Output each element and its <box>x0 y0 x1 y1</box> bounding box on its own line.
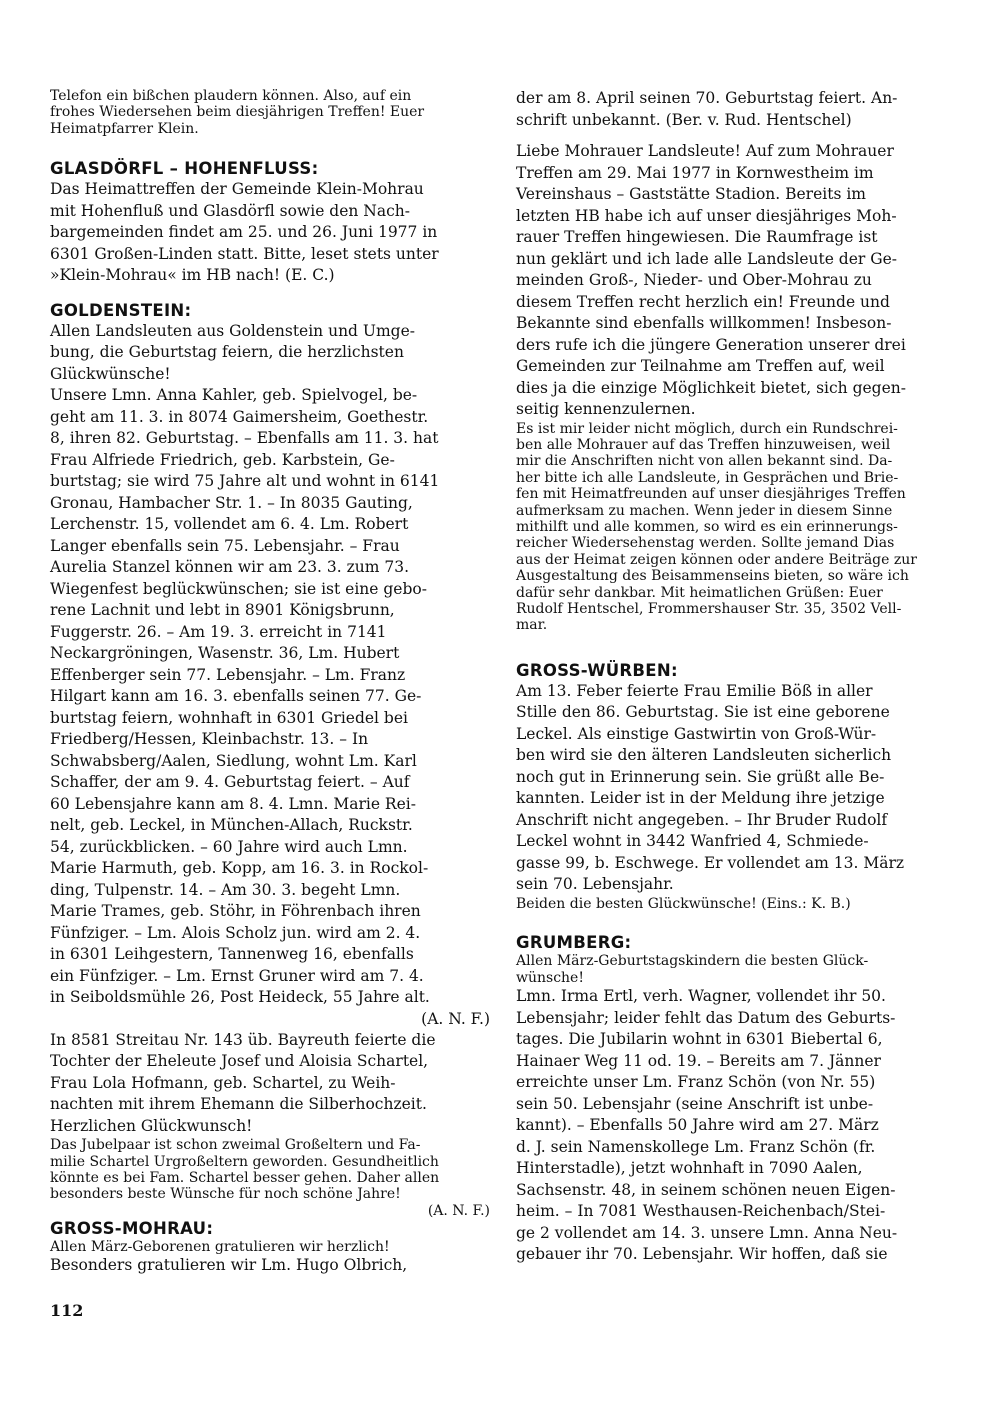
right-intro-paragraph: der am 8. April seinen 70. Geburtstag feiert. An- schrift unbekannt. (Ber. v. Rud. Hentschel) <box>516 89 898 129</box>
heading-gross-mohrau: GROSS-MOHRAU: <box>50 1218 214 1238</box>
mohrau-treffen-paragraph: Liebe Mohrauer Landsleute! Auf zum Mohrauer Treffen am 29. Mai 1977 in Kornwestheim im Vereinshaus – Gaststätte Stadion. Bereits im letzten HB habe ich auf unser diesjähriges Moh- rauer Treffen hingewiesen. Die Raumfrage ist nun geklärt und ich lade alle Landsleute der Ge- meinden Groß-, Nieder- und Ober-Mohrau zu diesem Treffen recht herzlich ein! Freunde und Bekannte sind ebenfalls willkommen! Insbeson- ders rufe ich die jüngere Generation unserer drei Gemeinden zur Teilnahme am Treffen auf, weil dies ja die einzige Möglichkeit bietet, sich gegen- seitig kennenzulernen. <box>516 142 906 418</box>
page-number: 112 <box>50 1301 84 1320</box>
mohrau-treffen-note: Es ist mir leider nicht möglich, durch ein Rundschrei- ben alle Mohrauer auf das Treffen hinzuweisen, weil mir die Anschriften nicht von allen bekannt sind. Da- her bitte ich alle Landsleute, in Gesprächen und Brie- fen mit Heimatfreunden auf unser diesjähriges Treffen aufmerksam zu machen. Wenn jeder in diesem Sinne mithilft und alle kommen, so wird es ein erinnerungs- reicher Wiedersehenstag werden. Sollte jemand Dias aus der Heimat zeigen können oder andere Beiträge zur Ausgestaltung des Beisammenseins bieten, so wäre ich dafür sehr dankbar. Mit heimatlichen Grüßen: Euer Rudolf Hentschel, Frommershauser Str. 35, 3502 Vell- mar. <box>516 420 917 634</box>
left-column <box>50 88 490 1277</box>
grumberg-note: Allen März-Geburtstagskindern die besten Glück- wünsche! <box>516 953 869 986</box>
heading-grumberg: GRUMBERG: <box>516 933 632 953</box>
right-column <box>516 88 952 1266</box>
heading-gross-wuerben: GROSS-WÜRBEN: <box>516 660 678 680</box>
grumberg-paragraph: Lmn. Irma Ertl, verh. Wagner, vollendet ihr 50. Lebensjahr; leider fehlt das Datum des Geburts- tages. Die Jubilarin wohnt in 6301 Biebertal 6, Hainaer Weg 11 od. 19. – Bereits am 7. Jänner erreichte unser Lm. Franz Schön (von Nr. 55) sein 50. Lebensjahr (seine Anschrift ist unbe- kannt). – Ebenfalls 50 Jahre wird am 27. März d. J. sein Namenskollege Lm. Franz Schön (fr. Hinterstadle), jetzt wohnhaft in 7090 Aalen, Sachsenstr. 48, in seinem schönen neuen Eigen- heim. – In 7081 Westhausen-Reichenbach/Stei- ge 2 vollendet am 14. 3. unsere Lmn. Anna Neu- gebauer ihr 70. Lebensjahr. Wir hoffen, daß sie <box>516 987 898 1263</box>
glasdoerfl-paragraph: Das Heimattreffen der Gemeinde Klein-Mohrau mit Hohenfluß und Glasdörfl sowie den Nach- bargemeinden findet am 25. und 26. Juni 1977 in 6301 Großen-Linden statt. Bitte, leset stets unter »Klein-Mohrau« im HB nach! (E. C.) <box>50 180 439 285</box>
left-intro-paragraph: Telefon ein bißchen plaudern können. Also, auf ein frohes Wiedersehen beim diesjährigen Treffen! Euer Heimatpfarrer Klein. <box>50 88 425 137</box>
gross-mohrau-note: Allen März-Geborenen gratulieren wir herzlich! <box>50 1238 390 1255</box>
goldenstein-signature-2: (A. N. F.) <box>427 1202 490 1219</box>
heading-glasdoerfl: GLASDÖRFL – HOHENFLUSS: <box>50 159 319 179</box>
gross-wuerben-paragraph: Am 13. Feber feierte Frau Emilie Böß in aller Stille den 86. Geburtstag. Sie ist eine geborene Leckel. Als einstige Gastwirtin von Groß-Wür- ben wird sie den älteren Landsleuten sicherlich noch gut in Erinnerung sein. Sie grüßt alle Be- kannten. Leider ist in der Meldung ihre jetzige Anschrift nicht angegeben. – Ihr Bruder Rudolf Leckel wohnt in 3442 Wanfried 4, Schmiede- gasse 99, b. Eschwege. Er vollendet am 13. März sein 70. Lebensjahr. <box>516 681 905 894</box>
goldenstein-paragraph-2: In 8581 Streitau Nr. 143 üb. Bayreuth feierte die Tochter der Eheleute Josef und Aloisia Schartel, Frau Lola Hofmann, geb. Schartel, zu Weih- nachten mit ihrem Ehemann die Silberhochzeit. Herzlichen Glückwunsch! <box>50 1030 436 1135</box>
goldenstein-paragraph: Allen Landsleuten aus Goldenstein und Umge- bung, die Geburtstag feiern, die herzlichsten Glückwünsche! Unsere Lmn. Anna Kahler, geb. Spielvogel, be- geht am 11. 3. in 8074 Gaimersheim, Goethestr. 8, ihren 82. Geburtstag. – Ebenfalls am 11. 3. hat Frau Alfriede Friedrich, geb. Karbstein, Ge- burtstag; sie wird 75 Jahre alt und wohnt in 6141 Gronau, Hambacher Str. 1. – In 8035 Gauting, Lerchenstr. 15, vollendet am 6. 4. Lm. Robert Langer ebenfalls sein 75. Lebensjahr. – Frau Aurelia Stanzel können wir am 23. 3. zum 73. Wiegenfest beglückwünschen; sie ist eine gebo- rene Lachnit und lebt in 8901 Königsbrunn, Fuggerstr. 26. – Am 19. 3. erreicht in 7141 Neckargröningen, Wasenstr. 36, Lm. Hubert Effenberger sein 77. Lebensjahr. – Lm. Franz Hilgart kann am 16. 3. ebenfalls seinen 77. Ge- burtstag feiern, wohnhaft in 6301 Griedel bei Friedberg/Hessen, Kleinbachstr. 13. – In Schwabsberg/Aalen, Siedlung, wohnt Lm. Karl Schaffer, der am 9. 4. Geburtstag feiert. – Auf 60 Lebensjahre kann am 8. 4. Lmn. Marie Rei- nelt, geb. Leckel, in München-Allach, Ruckstr. 54, zurückblicken. – 60 Jahre wird auch Lmn. Marie Harmuth, geb. Kopp, am 16. 3. in Rockol- ding, Tulpenstr. 14. – Am 30. 3. begeht Lmn. Marie Trames, geb. Stöhr, in Föhrenbach ihren Fünfziger. – Lm. Alois Scholz jun. wird am 2. 4. in 6301 Leihgestern, Tannenweg 16, ebenfalls ein Fünfziger. – Lm. Ernst Gruner wird am 7. 4. in Seiboldsmühle 26, Post Heideck, 55 Jahre alt. <box>50 321 440 1007</box>
goldenstein-signature: (A. N. F.) <box>421 1009 490 1028</box>
gross-wuerben-note: Beiden die besten Glückwünsche! (Eins.: K. B.) <box>516 895 851 912</box>
heading-goldenstein: GOLDENSTEIN: <box>50 300 192 320</box>
gross-mohrau-paragraph: Besonders gratulieren wir Lm. Hugo Olbrich, <box>50 1256 408 1275</box>
goldenstein-note: Das Jubelpaar ist schon zweimal Großeltern und Fa- milie Schartel Urgroßeltern geworden. Gesundheitlich könnte es bei Fam. Schartel besser gehen. Daher allen besonders beste Wünsche für noch schöne Jahre! <box>50 1137 440 1203</box>
